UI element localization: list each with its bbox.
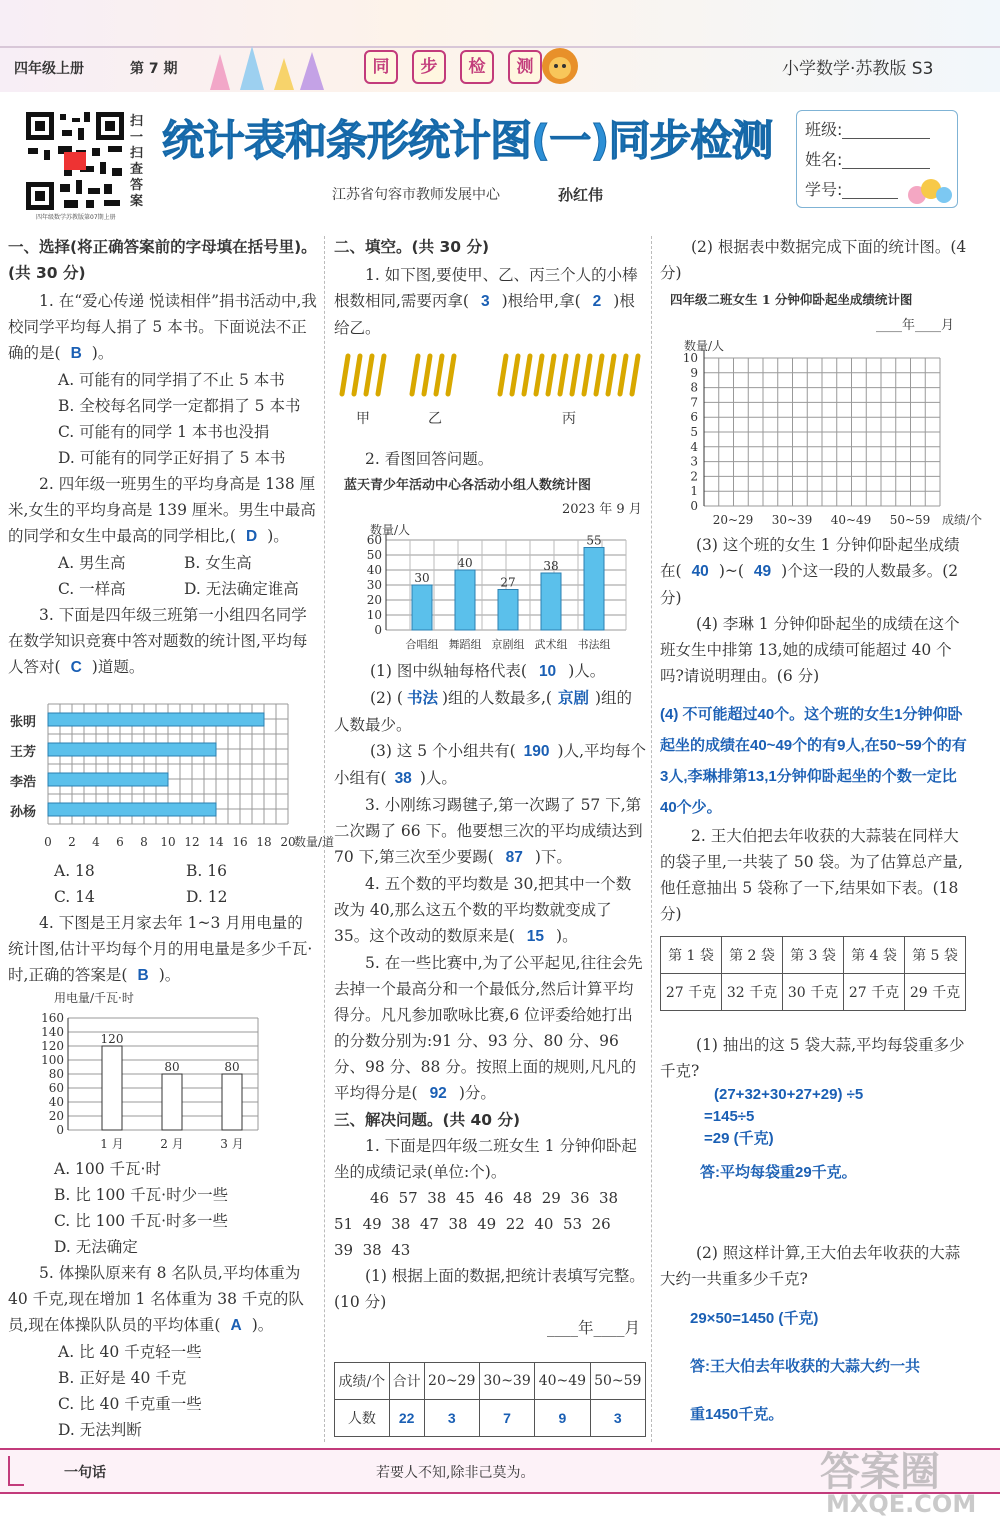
section1-heading: 一、选择(将正确答案前的字母填在括号里)。(共 30 分) xyxy=(8,238,317,282)
tick-label: 0 xyxy=(44,835,52,849)
q4-options: A. 100 千瓦·时 B. 比 100 千瓦·时少一些 C. 比 100 千瓦·时多一些 D. 无法确定 xyxy=(54,1160,229,1256)
year-month-blank: ____年____月 xyxy=(876,318,955,333)
tick-label: 6 xyxy=(690,410,698,425)
stick xyxy=(524,356,530,394)
stick xyxy=(632,356,638,394)
answer: 49 xyxy=(753,563,772,580)
tick-label: 20 xyxy=(280,835,296,849)
year-month-blank: ____年____月 xyxy=(546,1319,640,1337)
badge: 同 xyxy=(364,50,398,84)
tick-label: 16 xyxy=(232,835,248,849)
qr-code[interactable] xyxy=(24,110,126,212)
stick xyxy=(512,356,518,394)
tick-label: 10 xyxy=(160,835,176,849)
axis-label: 用电量/千瓦·时 xyxy=(54,991,134,1005)
axis-label: 成绩/个 xyxy=(942,513,983,527)
tick-label: 40 xyxy=(48,1095,64,1109)
grade-label: 四年级上册 xyxy=(14,61,84,77)
watermark-url: MXQE.COM xyxy=(826,1490,977,1518)
answer: B xyxy=(137,967,149,984)
section2 xyxy=(334,234,644,341)
footer-quote: 若要人不知,除非己莫为。 xyxy=(376,1465,535,1481)
data-row: 51 49 38 47 38 49 22 40 53 26 xyxy=(334,1215,611,1233)
badge: 检 xyxy=(460,50,494,84)
name-field[interactable]: 姓名: xyxy=(805,147,957,177)
footer-label: 一句话 xyxy=(64,1465,106,1481)
q1-options: A. 可能有的同学捐了不止 5 本书 B. 全校每名同学一定都捐了 5 本书 C. 可能有的同学 1 本书也没捐 D. 可能有的同学正好捐了 5 本书 xyxy=(58,371,301,467)
tick-label: 18 xyxy=(256,835,272,849)
tick-label: 140 xyxy=(41,1025,64,1039)
stick-label-bing: 丙 xyxy=(562,411,576,427)
answer: 38 xyxy=(394,770,412,787)
tick-label: 160 xyxy=(41,1011,64,1025)
stick xyxy=(436,356,442,394)
tick-label: 2 xyxy=(68,835,76,849)
garlic-table: 第 1 袋 第 2 袋 第 3 袋 第 4 袋 第 5 袋 27 千克 32 千克 30 千克 27 千克 29 千克 xyxy=(660,936,966,1011)
data-label: 80 xyxy=(224,1060,240,1074)
category-label: 40~49 xyxy=(830,513,872,527)
answer: 40 xyxy=(691,563,709,580)
answer: 京剧 xyxy=(557,690,589,707)
tick-label: 0 xyxy=(374,623,382,637)
answer: B xyxy=(70,345,82,362)
tick-label: 30 xyxy=(366,578,382,592)
category-label: 李浩 xyxy=(10,775,37,790)
q3-options: A. 18 B. 16 C. 14 D. 12 xyxy=(54,862,228,906)
tick-label: 20 xyxy=(366,593,382,607)
category-label: 王芳 xyxy=(10,745,37,760)
tick-label: 40 xyxy=(366,563,382,577)
lion-mascot-icon xyxy=(540,44,580,88)
tick-label: 5 xyxy=(690,425,698,439)
tick-label: 7 xyxy=(690,395,698,410)
activity-bar-chart xyxy=(336,520,646,656)
top-banner xyxy=(0,0,1000,92)
answer: 9 xyxy=(535,1400,590,1437)
cartoon-friends-icon xyxy=(907,175,953,205)
quiz-bar-chart xyxy=(6,700,335,858)
data-label: 27 xyxy=(500,575,516,590)
answer: 3 xyxy=(480,293,490,310)
activity-chart-title: 蓝天青少年活动中心各活动小组人数统计图 xyxy=(344,478,592,493)
answer: D xyxy=(245,528,258,545)
stick xyxy=(548,356,554,394)
tick-label: 2 xyxy=(690,469,698,484)
answer: 92 xyxy=(429,1085,447,1102)
tick-label: 10 xyxy=(682,351,698,365)
stick xyxy=(448,356,454,394)
category-label: 50~59 xyxy=(889,513,931,527)
tick-label: 10 xyxy=(366,608,382,622)
q5: 5. 体操队原来有 8 名队员,平均体重为 40 千克,现在增加 1 名体重为 38 千克的队员,现在体操队队员的平均体重( A )。 xyxy=(8,1264,304,1334)
tick-label: 14 xyxy=(208,835,224,849)
answer: 3 xyxy=(424,1400,479,1437)
category-label: 30~39 xyxy=(771,513,813,527)
student-info-box xyxy=(796,110,958,208)
tick-label: 8 xyxy=(690,380,698,395)
answer: 15 xyxy=(526,928,545,945)
category-label: 张明 xyxy=(10,715,37,730)
answer: 3 xyxy=(590,1400,645,1437)
section2-heading: 二、填空。(共 30 分) xyxy=(334,238,490,256)
divider xyxy=(0,46,1000,48)
stick xyxy=(424,356,430,394)
category-label: 20~29 xyxy=(712,513,754,527)
answer: C xyxy=(70,659,82,676)
stick xyxy=(596,356,602,394)
bar xyxy=(222,1074,242,1130)
data-label: 80 xyxy=(164,1060,180,1074)
category-label: 舞蹈组 xyxy=(448,638,482,651)
tick-label: 3 xyxy=(690,454,698,469)
activity-chart-date: 2023 年 9 月 xyxy=(562,502,642,517)
electricity-bar-chart xyxy=(12,988,312,1156)
tick-label: 1 xyxy=(690,484,698,499)
situp-table: 成绩/个 合计 20~29 30~39 40~49 50~59 人数 22 3 7 9 3 xyxy=(334,1362,646,1437)
stick xyxy=(342,356,348,394)
q5-options: A. 比 40 千克轻一些 B. 正好是 40 千克 C. 比 40 千克重一些 D. 无法判断 xyxy=(58,1343,202,1439)
situp-chart-title: 四年级二班女生 1 分钟仰卧起坐成绩统计图 xyxy=(670,292,913,307)
edition-label: 小学数学·苏教版 S3 xyxy=(782,59,934,79)
badge: 测 xyxy=(508,50,542,84)
data-label: 40 xyxy=(457,556,473,570)
bar xyxy=(498,590,518,631)
stick xyxy=(500,356,506,394)
category-label: 书法组 xyxy=(577,638,611,651)
section1 xyxy=(8,234,318,681)
tick-label: 0 xyxy=(56,1123,64,1137)
answer: 190 xyxy=(523,743,550,760)
answer: 2 xyxy=(592,293,602,310)
stick xyxy=(412,356,418,394)
bar xyxy=(48,743,216,756)
section1-cont xyxy=(8,858,318,989)
category-label: 孙杨 xyxy=(10,805,37,820)
sticks-illustration xyxy=(336,352,646,402)
class-field[interactable]: 班级: xyxy=(805,117,957,147)
tick-label: 6 xyxy=(116,835,124,849)
data-label: 120 xyxy=(100,1032,124,1046)
stick xyxy=(536,356,542,394)
badge-row xyxy=(364,50,542,84)
category-label: 合唱组 xyxy=(405,638,439,651)
column-divider xyxy=(651,236,652,1442)
bar xyxy=(48,773,168,786)
bar xyxy=(584,548,604,631)
bar xyxy=(102,1046,122,1130)
stick xyxy=(378,356,384,394)
tick-label: 60 xyxy=(48,1081,64,1095)
situp-empty-chart xyxy=(660,334,983,530)
section3-heading: 三、解决问题。(共 40 分) xyxy=(334,1111,521,1129)
data-label: 38 xyxy=(543,559,559,573)
q1: 1. 在“爱心传递 悦读相伴”捐书活动中,我校同学平均每人捐了 5 本书。下面说法不正确的是( B )。 xyxy=(8,292,317,362)
q4: 4. 下图是王月家去年 1~3 月用电量的统计图,估计平均每个月的用电量是多少千瓦·时,正确的答案是( B )。 xyxy=(8,914,313,984)
bar xyxy=(162,1074,182,1130)
bar xyxy=(455,570,475,630)
qr-label: 扫一扫 查答案 xyxy=(130,114,144,209)
tick-label: 12 xyxy=(184,835,200,849)
badge: 步 xyxy=(412,50,446,84)
s2-q1: 1. 如下图,要使甲、乙、丙三个人的小棒根数相同,需要丙拿( 3 )根给甲,拿( 2 )根给乙。 xyxy=(334,266,638,337)
data-row: 46 57 38 45 46 48 29 36 38 xyxy=(370,1189,619,1207)
tick-label: 120 xyxy=(41,1039,64,1053)
answer: 87 xyxy=(505,849,523,866)
page-title: 统计表和条形统计图(一)同步检测 xyxy=(162,116,773,165)
category-label: 3 月 xyxy=(220,1137,244,1151)
stick xyxy=(584,356,590,394)
student-id-field[interactable]: 学号: xyxy=(805,177,957,207)
q2-options: A. 男生高 B. 女生高 C. 一样高 D. 无法确定谁高 xyxy=(58,554,299,598)
castle-illustration xyxy=(200,44,330,90)
author-org: 江苏省句容市教师发展中心 xyxy=(332,187,500,203)
answer-paragraph: (4) 不可能超过40个。这个班的女生1分钟仰卧起坐的成绩在40~49个的有9人,在50~59个的有3人,李琳排第13,1分钟仰卧起坐的个数一定比40个少。 xyxy=(660,706,967,816)
data-label: 55 xyxy=(586,533,602,548)
bar xyxy=(412,585,432,630)
s3-col3-mid: (3) 这个班的女生 1 分钟仰卧起坐成绩在( 40 )~( 49 )个这一段的人数最多。(2 分) (4) 李琳 1 分钟仰卧起坐的成绩在这个班女生中排第 13,她的成绩可能超过 40 个吗?请说明理由。(6 分) (4) 不可能超过40个。这个班的女生1分钟仰卧起坐的成绩在40~49个的有9人,在50~59个的有3人,李琳排第13,1分钟仰卧起坐的个数一定比40个少。 2. 王大伯把去年收获的大蒜装在同样大的袋子里,一共装了 50 袋。为了估算总产量,他任意抽出 5 袋称了一下,结果如下表。(18 分) xyxy=(660,532,972,927)
s3-col3-top: (2) 根据表中数据完成下面的统计图。(4 分) xyxy=(660,238,967,282)
category-label: 武术组 xyxy=(534,638,568,651)
s3-q2-parts: (1) 抽出的这 5 袋大蒜,平均每袋重多少千克? (27+32+30+27+29) ÷5 =145÷5 =29 (千克) 答:平均每袋重29千克。 (2) 照这样计算,王大伯去年收获的大蒜大约一共重多少千克? 29×50=1450 (千克) 答:王大伯去年收获的大蒜大约一共 重1450千克。 xyxy=(660,1036,965,1423)
tick-label: 0 xyxy=(690,499,698,513)
tick-label: 4 xyxy=(92,835,100,849)
bar xyxy=(48,803,216,816)
stick-label-yi: 乙 xyxy=(428,411,442,427)
answer: 10 xyxy=(538,663,557,680)
footer-bracket xyxy=(8,1456,24,1486)
tick-label: 9 xyxy=(690,365,698,380)
section1-cont2 xyxy=(8,1156,320,1443)
axis-label: 数量/道 xyxy=(294,835,335,849)
answer: 22 xyxy=(389,1400,424,1437)
answer: 7 xyxy=(479,1400,534,1437)
bar xyxy=(541,573,561,630)
q2: 2. 四年级一班男生的平均身高是 138 厘米,女生的平均身高是 139 厘米。男生中最高的同学和女生中最高的同学相比,( D )。 xyxy=(8,475,316,545)
category-label: 2 月 xyxy=(160,1137,184,1151)
axis-label: 数量/人 xyxy=(684,339,725,353)
stick xyxy=(620,356,626,394)
category-label: 1 月 xyxy=(100,1137,124,1151)
stick xyxy=(366,356,372,394)
bar xyxy=(48,713,264,726)
stick xyxy=(608,356,614,394)
answer: 书法 xyxy=(406,690,438,707)
stick-label-jia: 甲 xyxy=(356,411,370,427)
tick-label: 4 xyxy=(690,439,698,454)
qr-caption: 四年级数学苏教版第07期上册 xyxy=(36,214,116,221)
axis-label: 数量/人 xyxy=(370,523,411,537)
s2-q2: 2. 看图回答问题。 xyxy=(365,450,494,468)
watermark: 答案圈 xyxy=(820,1449,940,1495)
s2-q2-parts: (1) 图中纵轴每格代表( 10 )人。 (2) ( 书法 )组的人数最多,( 京剧 )组的人数最少。 (3) 这 5 个小组共有( 190 )人,平均每个小组有( 38 )人。 3. 小刚练习踢毽子,第一次踢了 57 下,第二次踢了 66 下。他要想三次的平均成绩达到 70 下,第三次至少要踢( 87 )下。 4. 五个数的平均数是 30,把其中一个数改为 40,那么这五个数的平均数就变成了 35。这个改动的数原来是( 15 )。 5. 在一些比赛中,为了公平起见,往往会先去掉一个最高分和一个最低分,然后计算平均得分。凡凡参加歌咏比赛,6 位评委给她打出的分数分别为:91 分、93 分、80 分、96 分、98 分、88 分。按照上面的规则,凡凡的平均得分是( 92 )分。 三、解决问题。(共 40 分) 1. 下面是四年级二班女生 1 分钟仰卧起坐的成绩记录(单位:个)。 46 57 38 45 46 48 29 36 38 51 49 38 47 38 49 22 40 53 26 39 38 43 (1) 根据上面的数据,把统计表填写完整。(10 分) ____年____月 xyxy=(334,658,646,1341)
q3: 3. 下面是四年级三班第一小组四名同学在数学知识竞赛中答对题数的统计图,平均每人答对( C )道题。 xyxy=(8,606,308,676)
data-label: 30 xyxy=(414,571,430,585)
stick xyxy=(560,356,566,394)
stick xyxy=(572,356,578,394)
stick xyxy=(354,356,360,394)
category-label: 京剧组 xyxy=(491,638,525,651)
issue-label: 第 7 期 xyxy=(130,61,178,77)
tick-label: 50 xyxy=(366,548,382,562)
author-name: 孙红伟 xyxy=(558,186,604,204)
tick-label: 8 xyxy=(140,835,148,849)
tick-label: 20 xyxy=(48,1109,64,1123)
tick-label: 60 xyxy=(366,533,382,547)
tick-label: 80 xyxy=(48,1067,64,1081)
tick-label: 100 xyxy=(41,1053,64,1067)
answer: A xyxy=(230,1317,242,1334)
data-row: 39 38 43 xyxy=(334,1241,411,1259)
